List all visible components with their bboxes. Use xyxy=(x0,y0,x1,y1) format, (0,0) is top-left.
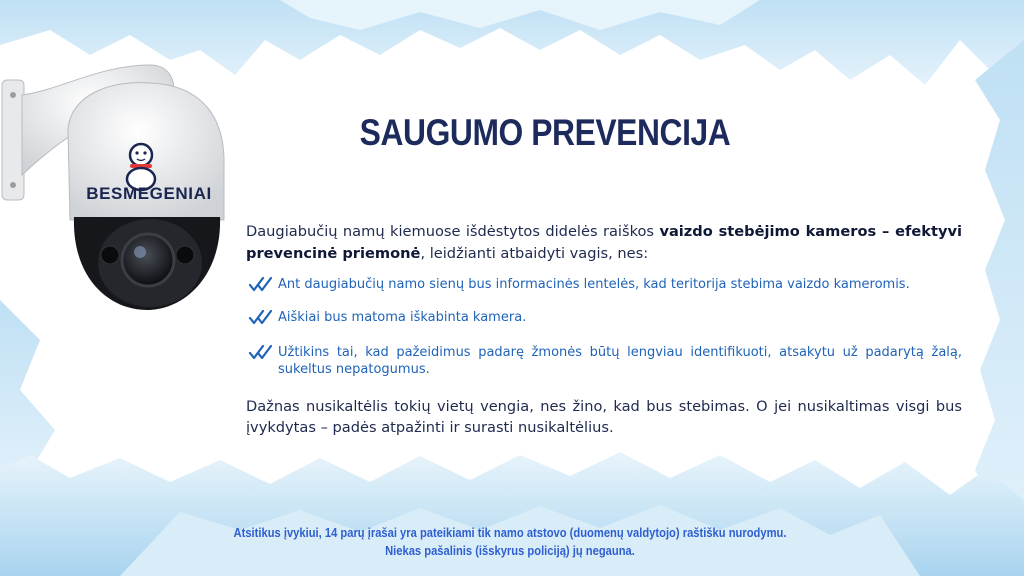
closing-paragraph: Dažnas nusikaltėlis tokių vietų vengia, nes žino, kad bus stebimas. O jei nusikaltimas visgi bus įvykdytas – padės atpažinti ir surasti nusikaltėlius. xyxy=(246,398,962,436)
list-item-text: Užtikins tai, kad pažeidimus padarę žmonės būtų lengviau identifikuoti, atsakytu už padarytą žalą, sukeltus nepatogumus. xyxy=(278,345,962,377)
list-item xyxy=(248,344,962,378)
brand-name: BESMEGENIAI xyxy=(86,184,212,203)
list-item xyxy=(248,309,962,326)
list-item xyxy=(248,276,962,293)
double-check-icon xyxy=(248,343,278,361)
intro-bold-text: vaizdo stebėjimo kameros – efektyvi prevencinė priemonė xyxy=(246,223,962,262)
footer-line-2: Niekas pašalinis (išskyrus policiją) jų negauna. xyxy=(385,543,635,558)
list-item-text: Aiškiai bus matoma iškabinta kamera. xyxy=(278,310,527,325)
intro-text-1: Daugiabučių namų kiemuose išdėstytos didelės raiškos xyxy=(246,223,660,240)
footer-line-1: Atsitikus įvykiui, 14 parų įrašai yra pateikiami tik namo atstovo (duomenų valdytojo) raštišku nurodymu. xyxy=(233,525,787,540)
slide-title: SAUGUMO PREVENCIJA xyxy=(359,112,731,153)
double-check-icon xyxy=(248,275,278,293)
list-item-text: Ant daugiabučių namo sienų bus informacinės lentelės, kad teritorija stebima vaizdo kameromis. xyxy=(278,277,910,292)
footer-note xyxy=(200,524,819,560)
intro-text-2: , leidžianti atbaidyti vagis, nes: xyxy=(420,245,649,262)
intro-paragraph xyxy=(246,221,962,265)
double-check-icon xyxy=(248,308,278,326)
